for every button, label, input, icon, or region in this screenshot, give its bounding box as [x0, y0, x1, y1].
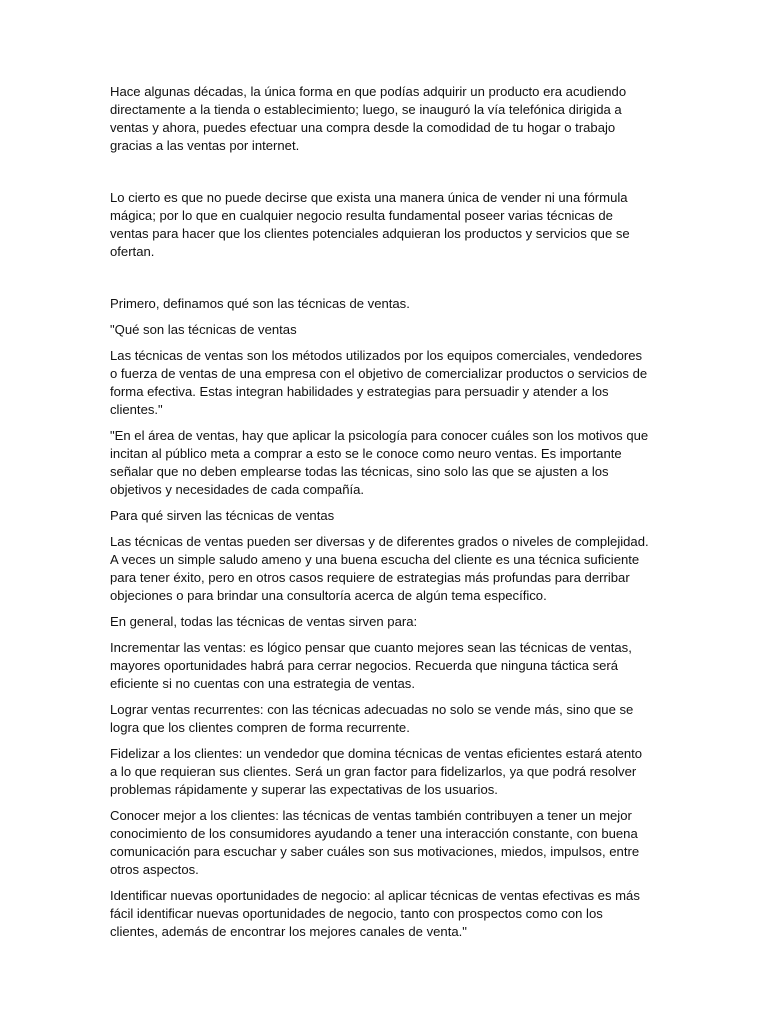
paragraph-intro: Hace algunas décadas, la única forma en que podías adquirir un producto era acudiendo directamente a la tienda o establecimiento; luego, se inauguró la vía telefónica dirigida a ventas y ahora, puedes efectuar una compra desde la comodidad de tu hogar o trabajo gracias a las ventas por internet.	[110, 84, 627, 153]
paragraph-no-unique-method: Lo cierto es que no puede decirse que exista una manera única de vender ni una fórmula mágica; por lo que en cualquier negocio resulta fundamental poseer varias técnicas de ventas para hacer que los clientes potenciales adquieran los productos y servicios que se ofertan.	[110, 190, 630, 259]
list-item-know-clients: Conocer mejor a los clientes: las técnicas de ventas también contribuyen a tener un mejor conocimiento de los consumidores ayudando a tener una interacción constante, con buena comunicación para escuchar y saber cuáles son sus motivaciones, miedos, impulsos, entre otros aspectos.	[110, 808, 640, 877]
paragraph-in-general: En general, todas las técnicas de ventas sirven para:	[110, 614, 418, 629]
paragraph-define-techniques: Primero, definamos qué son las técnicas de ventas.	[110, 296, 410, 311]
heading-what-are-techniques: "Qué son las técnicas de ventas	[110, 322, 297, 337]
paragraph-neuro-sales: "En el área de ventas, hay que aplicar la psicología para conocer cuáles son los motivos que incitan al público meta a comprar a esto se le conoce como neuro ventas. Es importante señalar que no deben emplearse todas las técnicas, sino solo las que se ajusten a los objetivos y necesidades de cada compañía.	[110, 428, 649, 497]
paragraph-techniques-definition: Las técnicas de ventas son los métodos utilizados por los equipos comerciales, vendedores o fuerza de ventas de una empresa con el objetivo de comercializar productos o servicios de forma efectiva. Estas integran habilidades y estrategias para persuadir y atender a los clientes."	[110, 348, 648, 417]
paragraph-diverse-techniques: Las técnicas de ventas pueden ser diversas y de diferentes grados o niveles de complejidad. A veces un simple saludo ameno y una buena escucha del cliente es una técnica suficiente para tener éxito, pero en otros casos requiere de estrategias más profundas para derribar objeciones o para brindar una consultoría acerca de algún tema específico.	[110, 534, 649, 603]
list-item-increase-sales: Incrementar las ventas: es lógico pensar que cuanto mejores sean las técnicas de ventas, mayores oportunidades habrá para cerrar negocios. Recuerda que ninguna táctica será eficiente si no cuentas con una estrategia de ventas.	[110, 640, 632, 691]
list-item-new-opportunities: Identificar nuevas oportunidades de negocio: al aplicar técnicas de ventas efectivas es más fácil identificar nuevas oportunidades de negocio, tanto con prospectos como con los clientes, además de encontrar los mejores canales de venta."	[110, 888, 640, 939]
list-item-loyalty: Fidelizar a los clientes: un vendedor que domina técnicas de ventas eficientes estará atento a lo que requieran sus clientes. Será un gran factor para fidelizarlos, ya que podrá resolver problemas rápidamente y superar las expectativas de los usuarios.	[110, 746, 643, 797]
list-item-recurrent-sales: Lograr ventas recurrentes: con las técnicas adecuadas no solo se vende más, sino que se logra que los clientes compren de forma recurrente.	[110, 702, 634, 735]
heading-what-for: Para qué sirven las técnicas de ventas	[110, 508, 335, 523]
document-page	[110, 83, 650, 949]
